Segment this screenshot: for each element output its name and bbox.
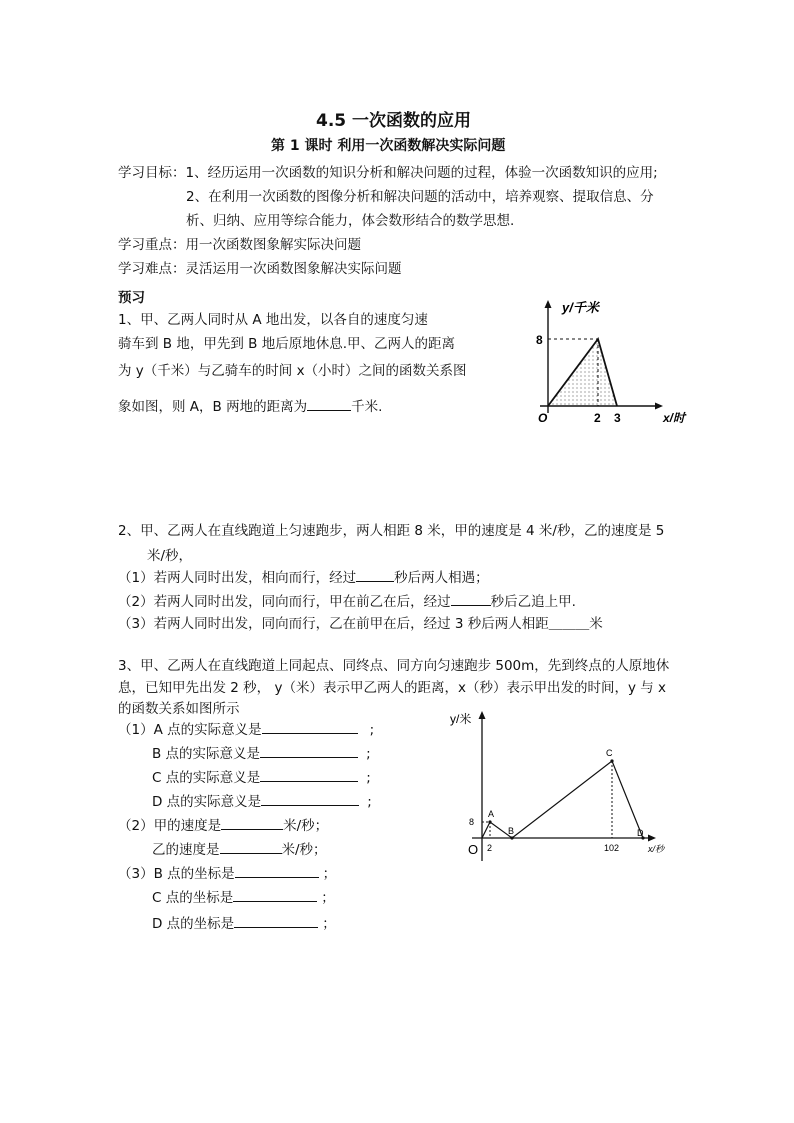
- page-title: 4.5 一次函数的应用: [316, 111, 472, 131]
- q3-coord-b: （3）B 点的坐标是 ；: [118, 866, 337, 882]
- preview-heading: 预习: [118, 290, 145, 306]
- learning-goal-2-cont: 析、归纳、应用等综合能力，体会数形结合的数学思想.: [186, 213, 515, 229]
- graph2-x-arrow: [648, 835, 656, 842]
- graph1-origin: O: [538, 411, 548, 425]
- graph1-y-label: y/千米: [562, 300, 599, 315]
- graph2-y-label: y/米: [450, 712, 472, 726]
- graph2-point-c: [610, 759, 613, 762]
- graph-2: [440, 705, 685, 865]
- q3-b-blank[interactable]: [260, 745, 358, 758]
- graph2-function-line: [482, 761, 643, 838]
- graph1-x-arrow: [655, 403, 663, 410]
- q1-answer-blank[interactable]: [307, 398, 351, 411]
- q2-part1-post: 秒后两人相遇；: [394, 570, 489, 586]
- q3-line1: 3、甲、乙两人在直线跑道上同起点、同终点、同方向匀速跑步 500m，先到终点的人原地休: [118, 658, 670, 674]
- q2-part1-pre: （1）若两人同时出发，相向而行，经过: [118, 570, 357, 586]
- q3-c-meaning: C 点的实际意义是 ;: [152, 770, 371, 786]
- learning-goal-2: 2、在利用一次函数的图像分析和解决问题的活动中，培养观察、提取信息、分: [186, 189, 654, 205]
- q3-coord-c: C 点的坐标是 ；: [152, 890, 335, 906]
- graph1-x-tick-3: 3: [614, 411, 621, 425]
- q1-line4-pre: 象如图，则 A，B 两地的距离为: [118, 399, 308, 415]
- q1-line4: [118, 395, 382, 415]
- q3-coord-c-blank[interactable]: [233, 889, 317, 902]
- q3-coord-d-blank[interactable]: [234, 915, 318, 928]
- graph-1: [520, 295, 695, 430]
- q1-line3: 为 y（千米）与乙骑车的时间 x（小时）之间的函数关系图: [118, 363, 467, 379]
- graph2-label-d: D: [637, 828, 644, 838]
- graph2-point-a: [488, 820, 491, 823]
- q3-line2: 息，已知甲先出发 2 秒， y（米）表示甲乙两人的距离，x（秒）表示甲出发的时间，y 与 x: [118, 680, 667, 696]
- q2-part3: （3）若两人同时出发，同向而行，乙在前甲在后，经过 3 秒后两人相距＿＿＿米: [118, 616, 603, 632]
- graph2-x-label: x/秒: [648, 844, 665, 854]
- q2-part1-blank[interactable]: [356, 569, 394, 582]
- graph2-label-c: C: [606, 748, 613, 758]
- q3-b-meaning: B 点的实际意义是 ;: [152, 746, 371, 762]
- q3-d-blank[interactable]: [261, 793, 359, 806]
- q2-part2-post: 秒后乙追上甲.: [490, 594, 576, 610]
- q1-line1: 1、甲、乙两人同时从 A 地出发，以各自的速度匀速: [118, 312, 428, 328]
- graph2-label-a: A: [488, 809, 495, 819]
- graph1-y-arrow: [545, 300, 552, 308]
- q2-line2: 米/秒，: [147, 548, 193, 564]
- q3-a-meaning: （1）A 点的实际意义是 ;: [118, 722, 375, 738]
- q3-coord-b-blank[interactable]: [235, 865, 319, 878]
- q3-c-blank[interactable]: [260, 769, 358, 782]
- q3-speed-yi-blank[interactable]: [220, 841, 282, 854]
- graph2-point-b: [510, 836, 513, 839]
- graph2-y-tick: 8: [469, 817, 475, 827]
- graph1-x-tick-2: 2: [594, 411, 601, 425]
- q2-part2-blank[interactable]: [451, 593, 491, 606]
- graph2-x-tick-102: 102: [604, 843, 620, 853]
- lesson-subtitle: 第 1 课时 利用一次函数解决实际问题: [271, 138, 506, 154]
- graph2-origin: O: [468, 842, 479, 857]
- graph2-label-b: B: [508, 826, 515, 836]
- q3-d-meaning: D 点的实际意义是 ;: [152, 794, 372, 810]
- q3-speed-yi: 乙的速度是 米/秒；: [152, 842, 327, 858]
- q3-a-blank[interactable]: [262, 721, 358, 734]
- q1-line2: 骑车到 B 地，甲先到 B 地后原地休息.甲、乙两人的距离: [118, 336, 455, 352]
- q3-speed-jia: （2）甲的速度是 米/秒；: [118, 818, 329, 834]
- graph1-y-tick: 8: [536, 333, 543, 347]
- graph1-x-label: x/时: [663, 411, 686, 425]
- q3-coord-d: D 点的坐标是 ；: [152, 916, 336, 932]
- q2-part2-pre: （2）若两人同时出发，同向而行，甲在前乙在后，经过: [118, 594, 451, 610]
- q2-part1: [118, 566, 489, 586]
- learning-goal-1: 学习目标：1、经历运用一次函数的知识分析和解决问题的过程，体验一次函数知识的应用;: [118, 165, 658, 181]
- q2-part2: [118, 590, 576, 610]
- q3-speed-jia-blank[interactable]: [221, 817, 283, 830]
- key-point: 学习重点：用一次函数图象解实际决问题: [118, 237, 361, 253]
- graph2-y-arrow: [479, 711, 486, 719]
- q1-line4-post: 千米.: [351, 399, 383, 415]
- graph2-x-tick-2: 2: [487, 843, 493, 853]
- q3-line3: 的函数关系如图所示: [118, 701, 240, 717]
- q2-line1: 2、甲、乙两人在直线跑道上匀速跑步，两人相距 8 米，甲的速度是 4 米/秒，乙的速度是 5: [118, 523, 665, 539]
- difficulty: 学习难点：灵活运用一次函数图象解决实际问题: [118, 261, 402, 277]
